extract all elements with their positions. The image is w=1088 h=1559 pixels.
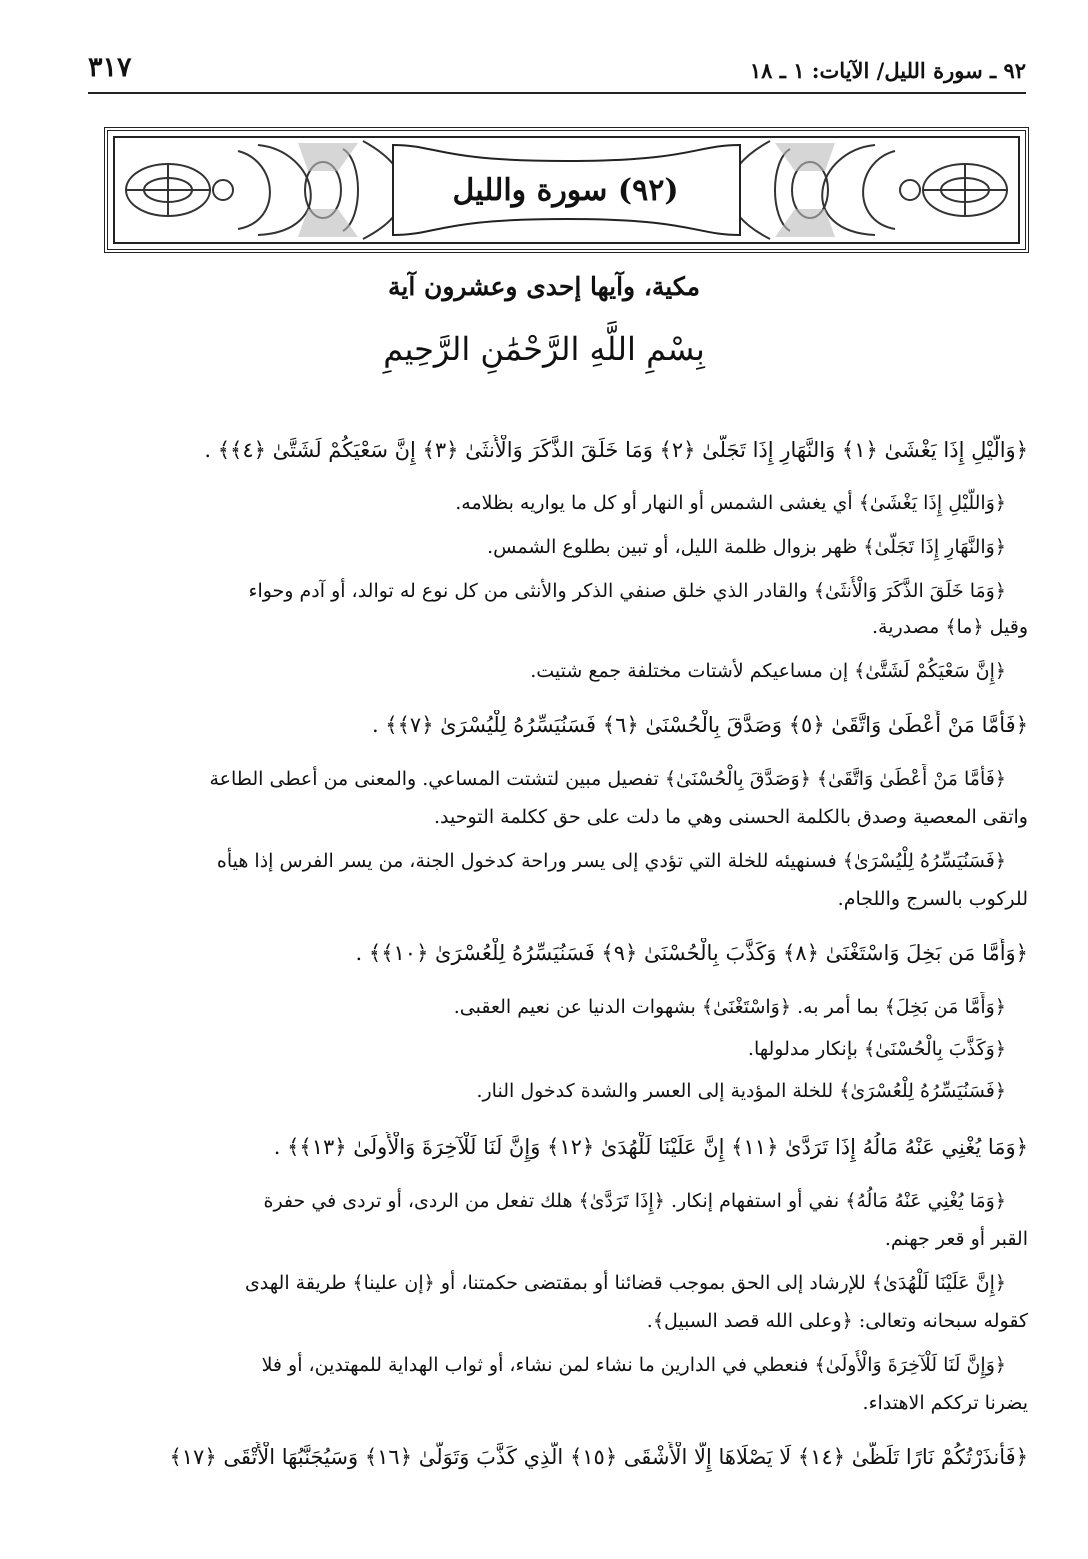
- commentary-line: للركوب بالسرج واللجام.: [837, 888, 1028, 910]
- chapter-verses-label: ٩٢ ـ سورة الليل/ الآيات: ١ ـ ١٨: [749, 58, 1026, 83]
- commentary-line: ﴿إِنَّ سَعْيَكُمْ لَشَتَّىٰ﴾ إن مساعيكم لأشتات مختلفة جمع شتيت.: [530, 660, 1006, 682]
- verse-line: ﴿وَأَمَّا مَن بَخِلَ وَاسْتَغْنَىٰ ﴿٨﴾ وَكَذَّبَ بِالْحُسْنَىٰ ﴿٩﴾ فَسَنُيَسِّرُهُ لِلْعُسْرَىٰ ﴿١٠﴾﴾ .: [355, 941, 1028, 965]
- verse-line: ﴿وَالَّيْلِ إِذَا يَغْشَىٰ ﴿١﴾ وَالنَّهَارِ إِذَا تَجَلَّىٰ ﴿٢﴾ وَمَا خَلَقَ الذَّكَرَ وَالْأُنثَىٰ ﴿٣﴾ إِنَّ سَعْيَكُمْ لَشَتَّىٰ ﴿٤﴾﴾ .: [204, 438, 1028, 462]
- verse-line: ﴿فَأَنذَرْتُكُمْ نَارًا تَلَظَّىٰ ﴿١٤﴾ لَا يَصْلَاهَا إِلَّا الْأَشْقَى ﴿١٥﴾ الَّذِي كَذَّبَ وَتَوَلَّىٰ ﴿١٦﴾ وَسَيُجَنَّبُهَا الْأَتْقَى ﴿١٧﴾: [169, 1445, 1028, 1469]
- commentary-line: ﴿وَاللَّيْلِ إِذَا يَغْشَىٰ﴾ أي يغشى الشمس أو النهار أو كل ما يواريه بظلامه.: [455, 492, 1006, 514]
- commentary-line: واتقى المعصية وصدق بالكلمة الحسنى وهي ما دلت على حق ككلمة التوحيد.: [433, 806, 1028, 828]
- surah-title-frame: [104, 127, 1029, 253]
- commentary-line: كقوله سبحانه وتعالى: ﴿وعلى الله قصد السبيل﴾.: [646, 1310, 1028, 1332]
- surah-subtitle: مكية، وآيها إحدى وعشرون آية: [387, 272, 701, 301]
- commentary-line: ﴿وَكَذَّبَ بِالْحُسْنَىٰ﴾ بإنكار مدلولها.: [747, 1038, 1006, 1060]
- running-header: [88, 52, 1026, 94]
- verse-line: ﴿فَأَمَّا مَنْ أَعْطَىٰ وَاتَّقَىٰ ﴿٥﴾ وَصَدَّقَ بِالْحُسْنَىٰ ﴿٦﴾ فَسَنُيَسِّرُهُ لِلْيُسْرَىٰ ﴿٧﴾﴾ .: [371, 713, 1028, 737]
- commentary-line: ﴿فَسَنُيَسِّرُهُ لِلْعُسْرَىٰ﴾ للخلة المؤدية إلى العسر والشدة كدخول النار.: [476, 1080, 1006, 1102]
- commentary-line: ﴿وَأَمَّا مَن بَخِلَ﴾ بما أمر به. ﴿وَاسْتَغْنَىٰ﴾ بشهوات الدنيا عن نعيم العقبى.: [453, 996, 1006, 1018]
- basmala: بِسْمِ اللَّهِ الرَّحْمَٰنِ الرَّحِيمِ: [383, 330, 705, 368]
- commentary-line: ﴿فَسَنُيَسِّرُهُ لِلْيُسْرَىٰ﴾ فسنهيئه للخلة التي تؤدي إلى يسر وراحة كدخول الجنة، من يسر الفرس إذا هيأه: [216, 850, 1006, 872]
- commentary-line: ﴿وَمَا خَلَقَ الذَّكَرَ وَالْأُنثَىٰ﴾ والقادر الذي خلق صنفي الذكر والأنثى من كل نوع له توالد، أو آدم وحواء: [248, 580, 1006, 602]
- commentary-line: ﴿فَأَمَّا مَنْ أَعْطَىٰ وَاتَّقَىٰ﴾ ﴿وَصَدَّقَ بِالْحُسْنَىٰ﴾ تفصيل مبين لتشتت المساعي. والمعنى من أعطى الطاعة: [209, 768, 1006, 790]
- page-number: ٣١٧: [88, 52, 132, 83]
- commentary-line: ﴿وَإِنَّ لَنَا لَلْآخِرَةَ وَالْأُولَىٰ﴾ فنعطي في الدارين ما نشاء لمن نشاء، أو ثواب الهداية للمهتدين، أو فلا: [261, 1354, 1006, 1376]
- commentary-line: القبر أو قعر جهنم.: [884, 1228, 1028, 1250]
- commentary-line: ﴿وَمَا يُغْنِي عَنْهُ مَالُهُ﴾ نفي أو استفهام إنكار. ﴿إِذَا تَرَدَّىٰ﴾ هلك تفعل من الردى، أو تردى في حفرة: [263, 1190, 1006, 1212]
- commentary-line: ﴿إِنَّ عَلَيْنَا لَلْهُدَىٰ﴾ للإرشاد إلى الحق بموجب قضائنا أو بمقتضى حكمتنا، أو ﴿إن علينا﴾ طريقة الهدى: [244, 1272, 1006, 1294]
- verse-line: ﴿وَمَا يُغْنِي عَنْهُ مَالُهُ إِذَا تَرَدَّىٰ ﴿١١﴾ إِنَّ عَلَيْنَا لَلْهُدَىٰ ﴿١٢﴾ وَإِنَّ لَنَا لَلْآخِرَةَ وَالْأُولَىٰ ﴿١٣﴾﴾ .: [273, 1135, 1028, 1159]
- commentary-line: وقيل ﴿ما﴾ مصدرية.: [871, 616, 1028, 638]
- surah-title: (٩٢) سورة والليل: [452, 173, 679, 208]
- commentary-line: ﴿وَالنَّهَارِ إِذَا تَجَلَّىٰ﴾ ظهر بزوال ظلمة الليل، أو تبين بطلوع الشمس.: [487, 536, 1006, 558]
- commentary-line: يضرنا ترككم الاهتداء.: [862, 1392, 1028, 1414]
